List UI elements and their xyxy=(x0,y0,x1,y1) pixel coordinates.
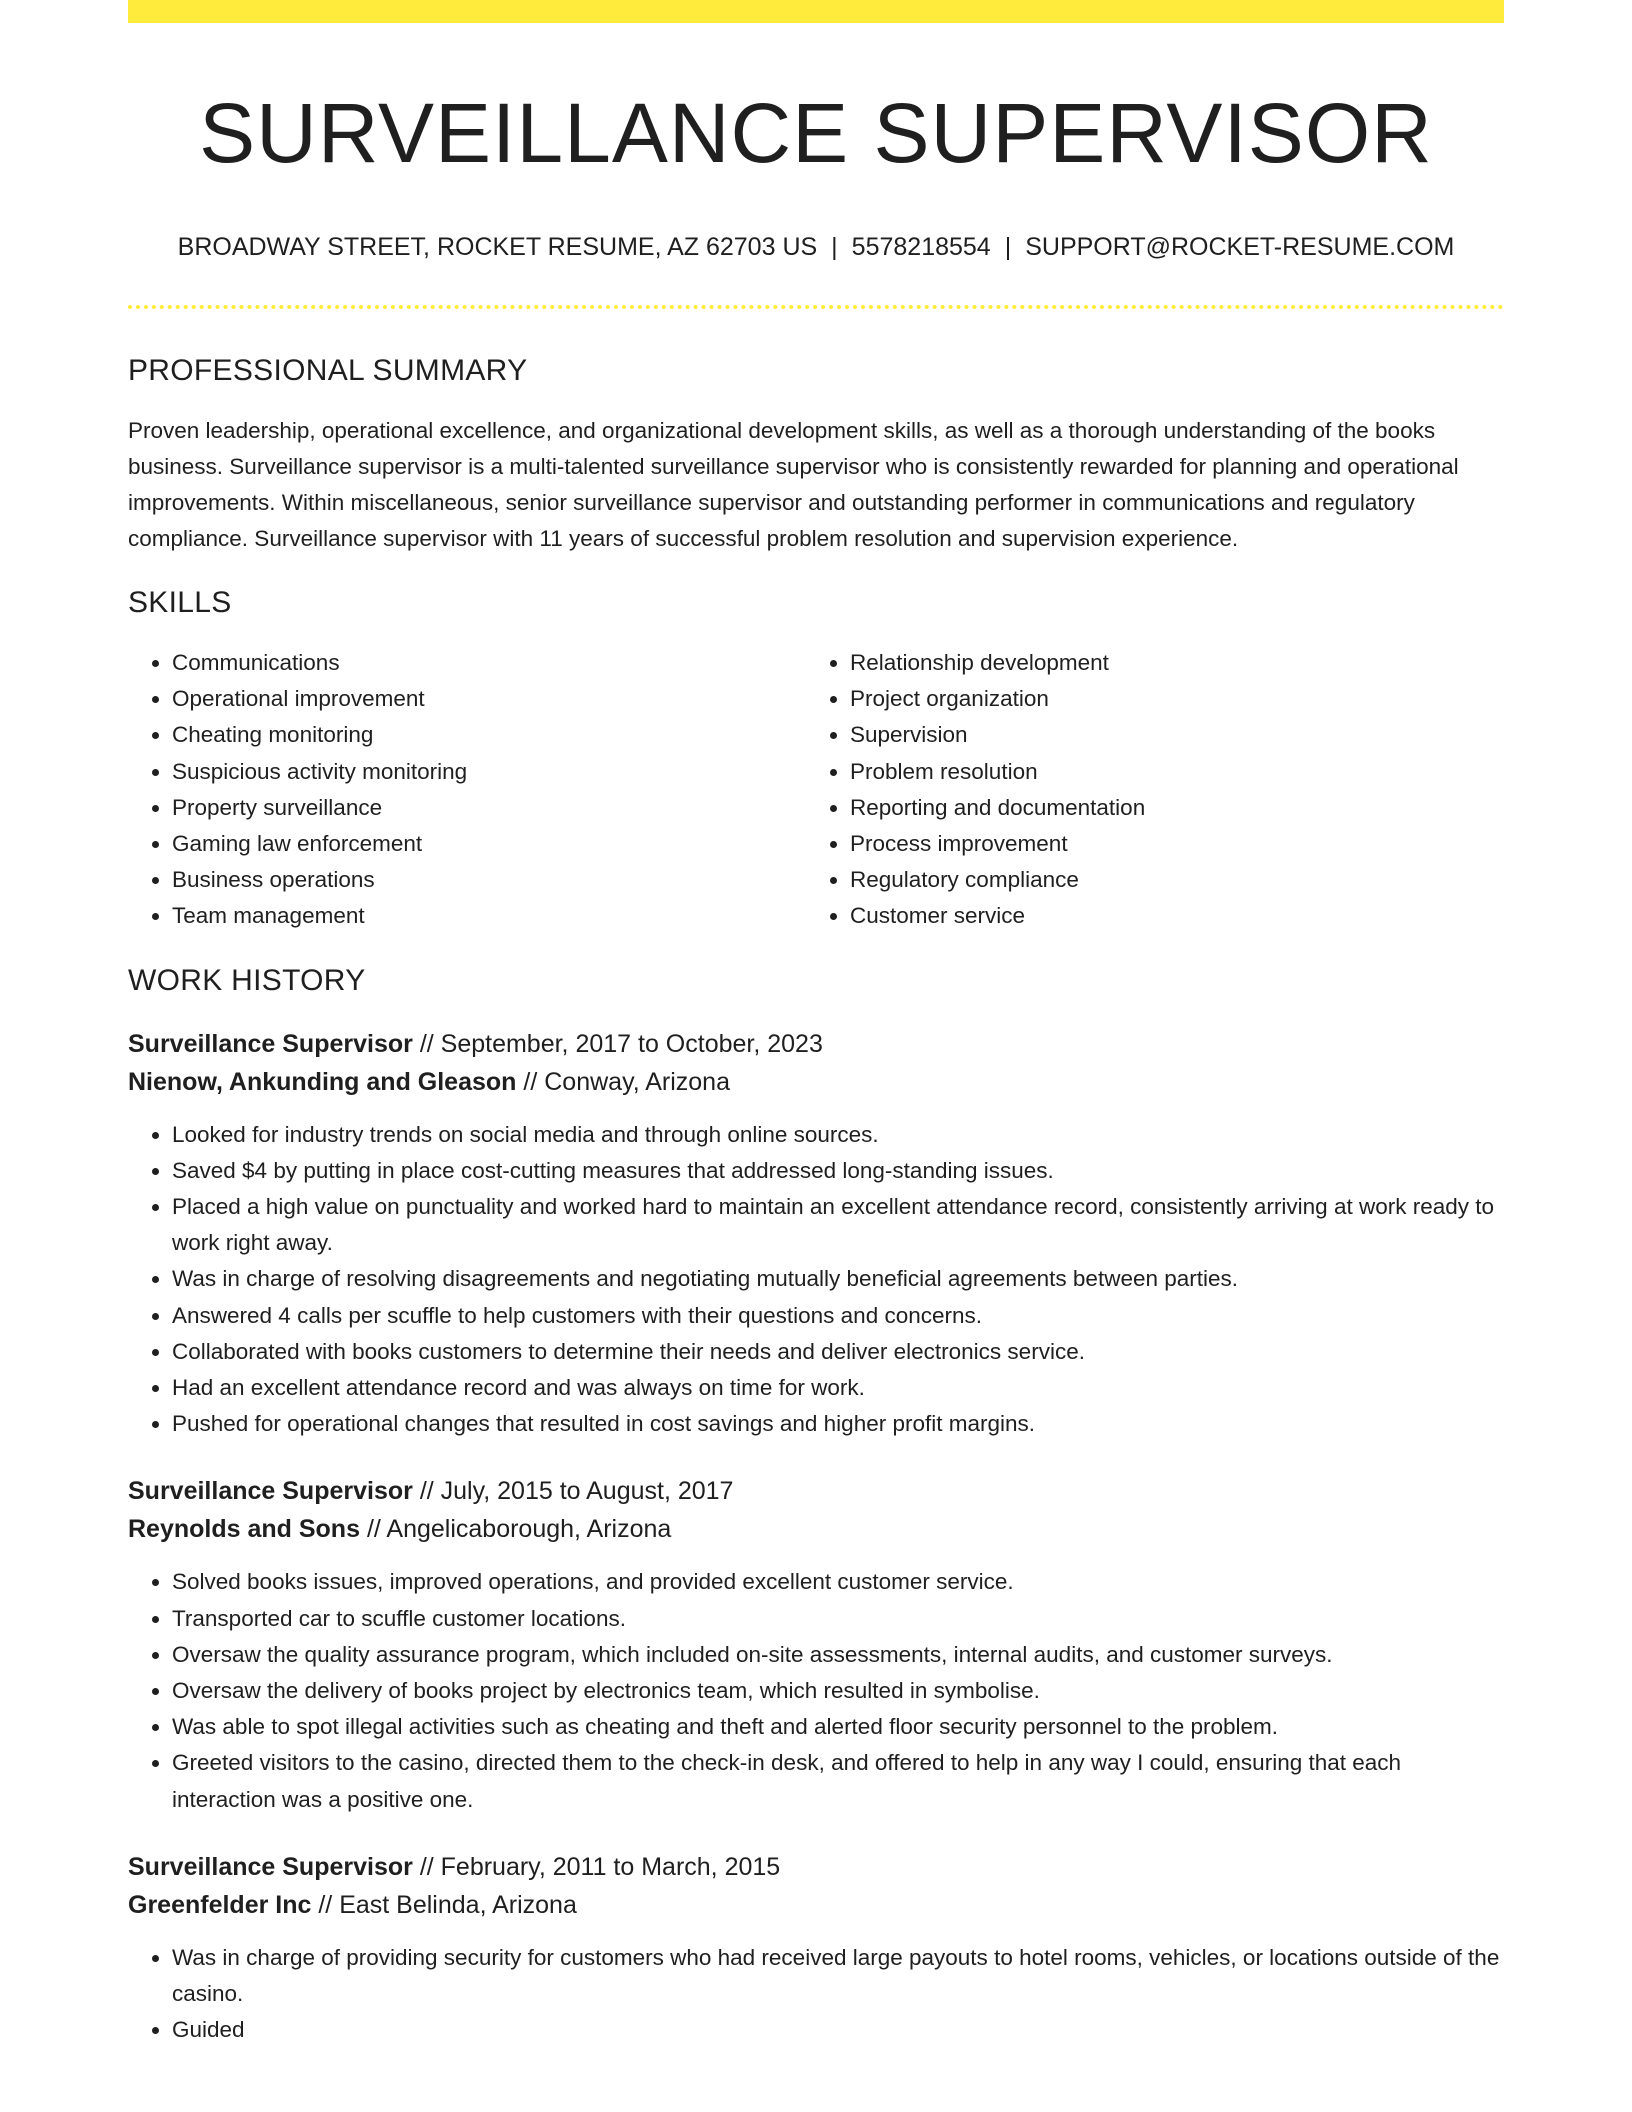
skill-item: • Communications xyxy=(172,645,806,681)
skill-item: • Regulatory compliance xyxy=(850,862,1484,898)
job-entry xyxy=(128,1472,1504,1817)
job-role-line xyxy=(128,1848,1504,1886)
job-location: // East Belinda, Arizona xyxy=(318,1890,577,1919)
job-company-line xyxy=(128,1510,1504,1548)
skills-list-left xyxy=(128,645,806,935)
contact-separator: | xyxy=(1004,233,1012,261)
job-bullets xyxy=(128,1940,1504,2049)
job-company: Nienow, Ankunding and Gleason xyxy=(128,1067,517,1096)
skill-item: • Cheating monitoring xyxy=(172,717,806,753)
skill-item: • Supervision xyxy=(850,717,1484,753)
job-location: // Angelicaborough, Arizona xyxy=(366,1515,672,1544)
job-location: // Conway, Arizona xyxy=(523,1067,730,1096)
skill-item: • Suspicious activity monitoring xyxy=(172,754,806,790)
job-role-line xyxy=(128,1472,1504,1510)
job-bullet: • Placed a high value on punctuality and worked hard to maintain an excellent attendance record, consistently arriving at work ready to work right away. xyxy=(172,1189,1504,1261)
job-role: Surveillance Supervisor xyxy=(128,1852,413,1881)
skill-item: • Operational improvement xyxy=(172,681,806,717)
summary-paragraph: Proven leadership, operational excellence, and organizational development skills, as well as a thorough understanding of the books business. Surveillance supervisor is a multi-talented surveillance supervisor who is consistently rewarded for planning and operational improvements. Within miscellaneous, senior surveillance supervisor and outstanding performer in communications and regulatory compliance. Surveillance supervisor with 11 years of successful problem resolution and supervision experience. xyxy=(128,418,1459,551)
job-bullet: • Was in charge of providing security for customers who had received large payouts to hotel rooms, vehicles, or locations outside of the casino. xyxy=(172,1940,1504,2012)
work-history-heading: WORK HISTORY xyxy=(128,963,366,997)
skill-item: • Customer service xyxy=(850,898,1484,934)
skill-item: • Team management xyxy=(172,898,806,934)
accent-top-bar xyxy=(128,0,1504,23)
skill-item: • Gaming law enforcement xyxy=(172,826,806,862)
job-entry xyxy=(128,1848,1504,2049)
job-company: Greenfelder Inc xyxy=(128,1890,312,1919)
contact-separator: | xyxy=(831,233,838,261)
resume-page xyxy=(128,0,1504,2048)
job-role: Surveillance Supervisor xyxy=(128,1029,413,1058)
dotted-divider xyxy=(128,305,1504,309)
summary-heading: PROFESSIONAL SUMMARY xyxy=(128,354,528,387)
skill-item: • Project organization xyxy=(850,681,1484,717)
job-bullet: • Answered 4 calls per scuffle to help customers with their questions and concerns. xyxy=(172,1298,1504,1334)
job-company-line xyxy=(128,1886,1504,1924)
job-bullet: • Oversaw the delivery of books project by electronics team, which resulted in symbolise. xyxy=(172,1673,1504,1709)
skill-item: • Property surveillance xyxy=(172,790,806,826)
job-bullet: • Greeted visitors to the casino, directed them to the check-in desk, and offered to help in any way I could, ensuring that each interaction was a positive one. xyxy=(172,1745,1504,1817)
job-bullet: • Looked for industry trends on social media and through online sources. xyxy=(172,1117,1504,1153)
skill-item: • Business operations xyxy=(172,862,806,898)
job-bullet: • Oversaw the quality assurance program, which included on-site assessments, internal audits, and customer surveys. xyxy=(172,1637,1504,1673)
job-bullet: • Saved $4 by putting in place cost-cutting measures that addressed long-standing issues. xyxy=(172,1153,1504,1189)
skills-columns xyxy=(128,645,1504,935)
contact-line xyxy=(128,231,1504,263)
job-dates: // September, 2017 to October, 2023 xyxy=(419,1029,823,1058)
contact-email: SUPPORT@ROCKET-RESUME.COM xyxy=(1025,233,1455,261)
job-bullet: • Collaborated with books customers to determine their needs and deliver electronics service. xyxy=(172,1334,1504,1370)
job-bullet: • Guided xyxy=(172,2012,1504,2048)
skills-heading: SKILLS xyxy=(128,586,232,619)
resume-name-title: SURVEILLANCE SUPERVISOR xyxy=(199,86,1433,180)
contact-address: BROADWAY STREET, ROCKET RESUME, AZ 62703 US xyxy=(177,233,818,261)
job-bullet: • Was able to spot illegal activities such as cheating and theft and alerted floor security personnel to the problem. xyxy=(172,1709,1504,1745)
job-dates: // July, 2015 to August, 2017 xyxy=(419,1477,734,1506)
job-dates: // February, 2011 to March, 2015 xyxy=(419,1852,781,1881)
skill-item: • Process improvement xyxy=(850,826,1484,862)
job-bullets xyxy=(128,1117,1504,1443)
job-role-line xyxy=(128,1025,1504,1063)
skill-item: • Reporting and documentation xyxy=(850,790,1484,826)
job-role: Surveillance Supervisor xyxy=(128,1477,413,1506)
job-company: Reynolds and Sons xyxy=(128,1515,360,1544)
job-bullet: • Solved books issues, improved operations, and provided excellent customer service. xyxy=(172,1564,1504,1600)
contact-phone: 5578218554 xyxy=(851,233,991,261)
job-entry xyxy=(128,1025,1504,1443)
job-bullet: • Pushed for operational changes that resulted in cost savings and higher profit margins. xyxy=(172,1406,1504,1442)
job-bullet: • Had an excellent attendance record and was always on time for work. xyxy=(172,1370,1504,1406)
job-company-line xyxy=(128,1063,1504,1101)
job-bullets xyxy=(128,1564,1504,1817)
skills-list-right xyxy=(806,645,1484,935)
skill-item: • Problem resolution xyxy=(850,754,1484,790)
job-bullet: • Transported car to scuffle customer locations. xyxy=(172,1601,1504,1637)
job-bullet: • Was in charge of resolving disagreements and negotiating mutually beneficial agreements between parties. xyxy=(172,1261,1504,1297)
skill-item: • Relationship development xyxy=(850,645,1484,681)
